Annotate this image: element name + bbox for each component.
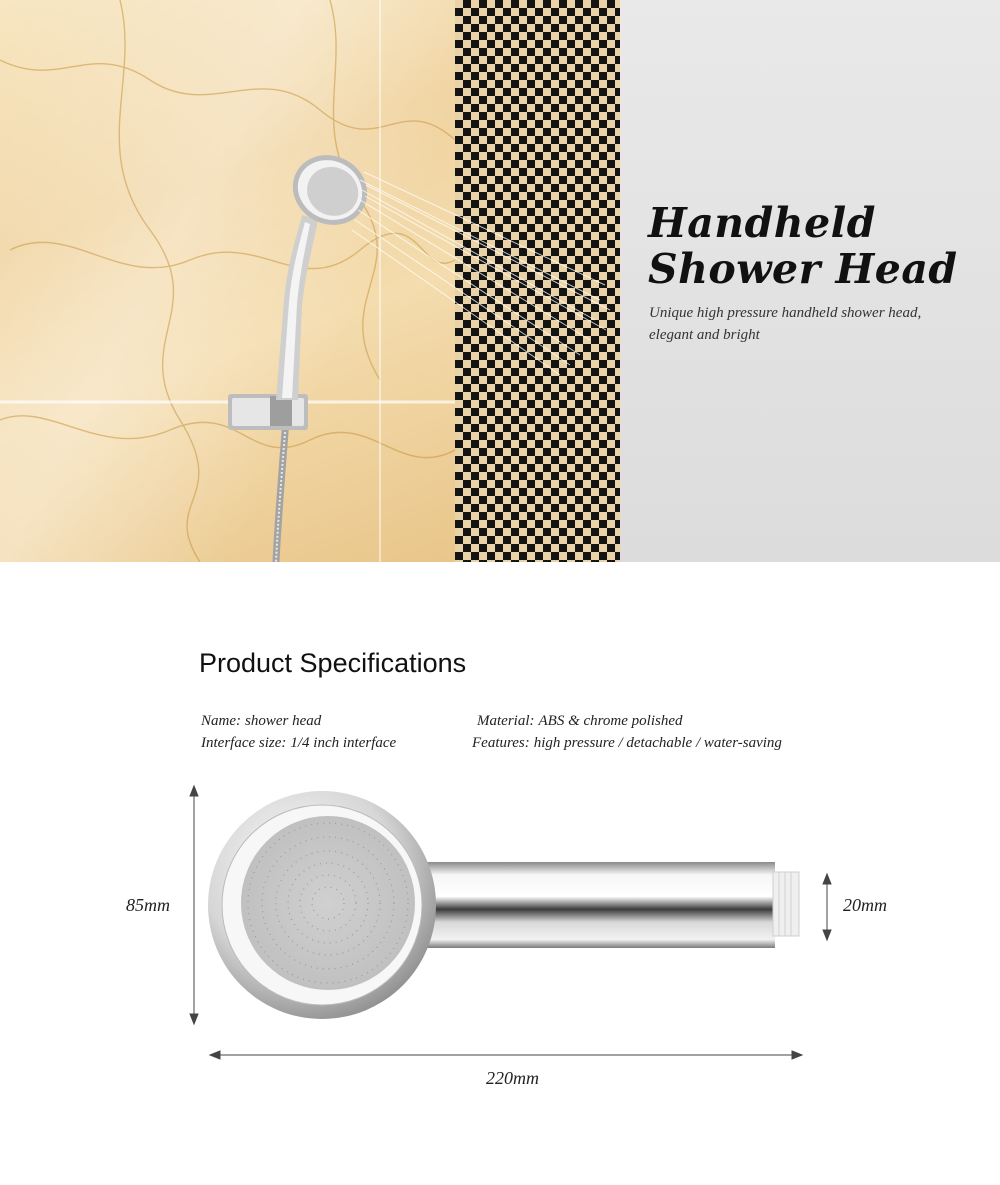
marble-veins (0, 0, 455, 562)
spec-material (477, 713, 683, 730)
hero-title-line-1: Handheld (648, 199, 876, 247)
spec-name-label: Name: (201, 713, 241, 729)
product-dimension-drawing (0, 770, 1000, 1100)
spec-features (472, 735, 782, 752)
spec-name-value: shower head (245, 713, 322, 729)
hero-subtitle (649, 302, 969, 346)
hero-title-line-2: Shower Head (648, 245, 958, 293)
dimension-line-height (190, 786, 198, 1024)
spec-features-value: high pressure / detachable / water-saving (533, 735, 782, 751)
spec-material-value: ABS & chrome polished (538, 713, 683, 729)
shower-handle (276, 215, 318, 400)
spec-interface-label: Interface size: (201, 735, 287, 751)
spec-features-label: Features: (472, 735, 530, 751)
spec-material-label: Material: (477, 713, 535, 729)
interface-dimension-label: 20mm (843, 895, 887, 915)
dimension-line-interface (823, 874, 831, 940)
specs-title: Product Specifications (199, 648, 467, 678)
hero-subtitle-line-1: Unique high pressure handheld shower head, (649, 305, 922, 321)
thread-connector (773, 872, 799, 936)
dimension-line-length (210, 1051, 802, 1059)
spec-interface (201, 735, 396, 752)
shower-head (280, 142, 379, 238)
hero-banner (0, 0, 1000, 562)
spec-name (201, 713, 321, 730)
handle-bar (400, 862, 775, 948)
hero-subtitle-line-2: elegant and bright (649, 327, 760, 343)
length-dimension-label: 220mm (486, 1068, 539, 1088)
hero-title (648, 200, 958, 292)
height-dimension-label: 85mm (126, 895, 170, 915)
spec-interface-value: 1/4 inch interface (290, 735, 397, 751)
water-spray (352, 172, 610, 375)
round-head (208, 791, 436, 1019)
